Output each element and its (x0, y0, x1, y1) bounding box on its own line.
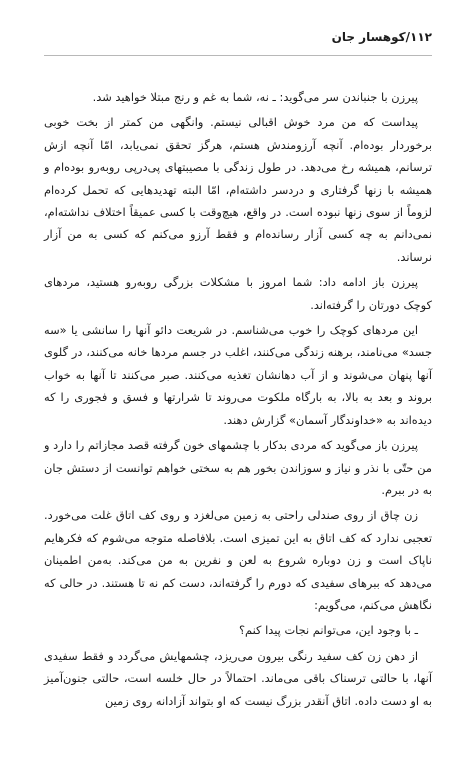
paragraph: پیرزن باز ادامه داد: شما امروز با مشکلات بزرگی روبه‌رو هستید، مردهای کوچک دورتان را گرفته‌اند. (44, 275, 432, 312)
paragraph: پیداست که من مرد خوش اقبالی نیستم. وانگهی من کمتر از بخت خوبی برخوردار بوده‌ام. آنچه آرزومندش هستم، هرگز تحقق نمی‌یابد، امّا آنچه ازش ترسانم، همیشه رخ می‌دهد. در طول زندگی با مصیبتهای پی‌درپی روبه‌رو بوده‌ام و همیشه با زنها گرفتاری و دردسر داشته‌ام، امّا البته تهدیدهایی که تحمل کرده‌ام لزوماً از سوی زنها نبوده است. در واقع، هیچ‌وقت با کسی عمیقاً اختلاف نداشته‌ام، نمی‌دانم به چه کسی آزار رسانده‌ام و فقط آرزو می‌کنم که کسی به من آزار نرساند. (44, 115, 432, 264)
body-text (44, 86, 432, 715)
paragraph: پیرزن با جنباندن سر می‌گوید: ـ نه، شما به غم و رنج مبتلا خواهید شد. (92, 90, 418, 104)
paragraph: این مردهای کوچک را خوب می‌شناسم. در شریعت دائو آنها را سانشی یا «سه جسد» می‌نامند، برهنه زندگی می‌کنند، اغلب در جسم مردها خانه می‌کنند، در گلوی آنها پنهان می‌شوند و از آب دهانشان تغذیه می‌کنند. صبر می‌کنند تا آنها به خواب بروند و بعد به بالا، به بارگاه ملکوت می‌روند تا شرارتها و فسق و فجوری را که دیده‌اند به «خداوندگار آسمان» گزارش دهند. (44, 323, 432, 427)
page-header: ۱۱۲/کوهسار جان (331, 30, 432, 44)
header-divider (44, 55, 432, 56)
paragraph: ـ با وجود این، می‌توانم نجات پیدا کنم؟ (238, 623, 418, 638)
paragraph: زن چاق از روی صندلی راحتی به زمین می‌لغزد و روی کف اتاق غلت می‌خورد. تعجبی ندارد که کف اتاق به این تمیزی است. بلافاصله متوجه می‌شوم که فکرهایم ناپاک است و زن دوباره شروع به لعن و نفرین به من می‌کند. به‌من اطمینان می‌دهد که ببرهای سفیدی که دورم را گرفته‌اند، دست کم نه تا هستند. در حالی که نگاهش می‌کنم، می‌گویم: (44, 508, 432, 612)
paragraph: از دهن زن کف سفید رنگی بیرون می‌ریزد، چشمهایش می‌گردد و فقط سفیدی آنها، با حالتی ترسناک باقی می‌ماند. احتمالاً در حال خلسه است، حالتی جنون‌آمیز به او دست داده. اتاق آنقدر بزرگ نیست که او بتواند آزادانه روی زمین (44, 648, 432, 708)
paragraph: پیرزن باز می‌گوید که مردی بدکار با چشمهای خون گرفته قصد مجازاتم را دارد و من حتّی با نذر و نیاز و سوزاندن بخور هم به سختی خواهم توانست از دستش جان به در ببرم. (44, 438, 432, 497)
